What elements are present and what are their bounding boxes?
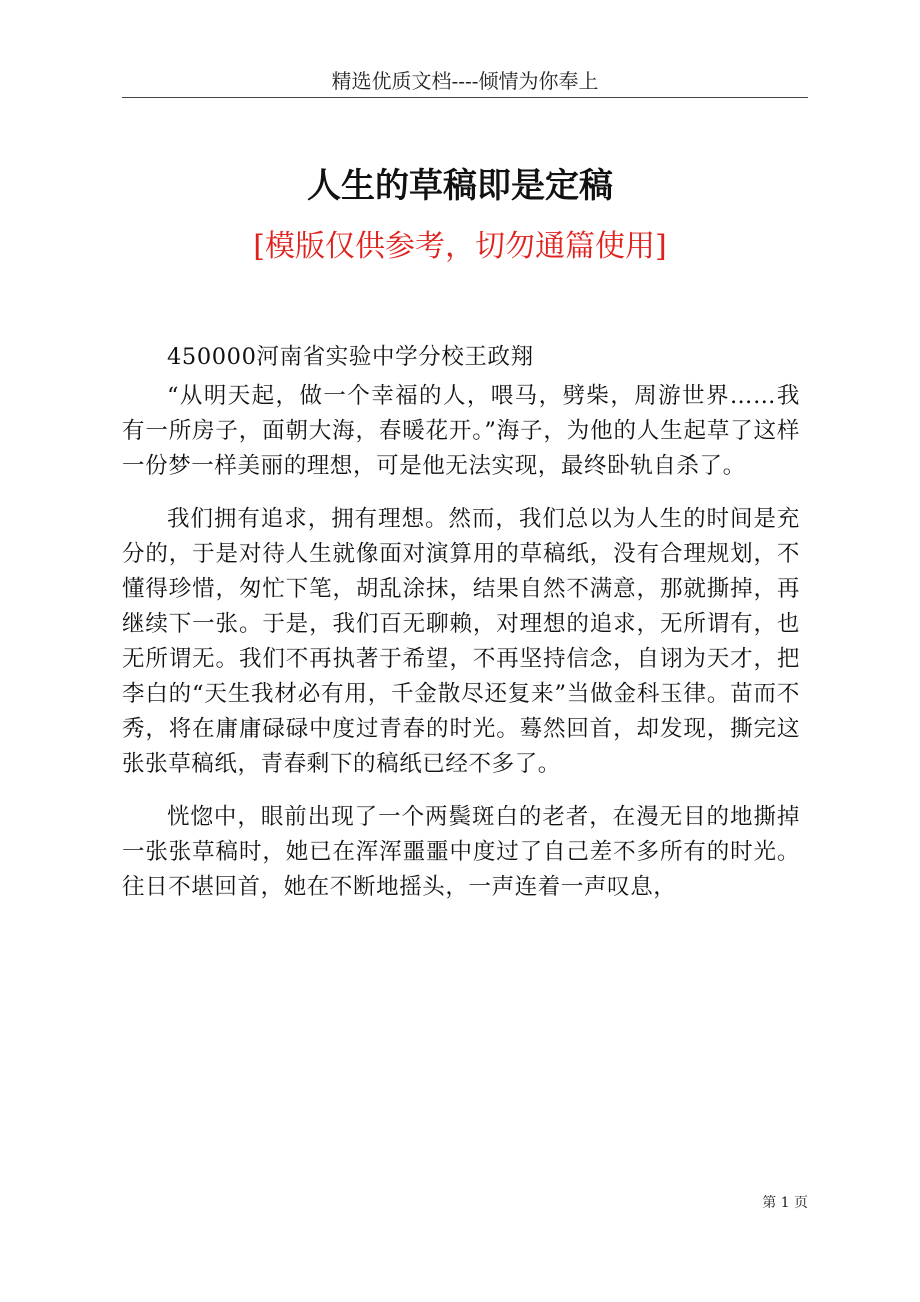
document-subtitle: [模版仅供参考，切勿通篇使用] bbox=[253, 229, 667, 264]
document-title: 人生的草稿即是定稿 bbox=[307, 166, 613, 206]
body-paragraph-3: 恍惚中，眼前出现了一个两鬓斑白的老者，在漫无目的地撕掉一张张草稿时，她已在浑浑噩噩中度过了自己差不多所有的时光。往日不堪回首，她在不断地摇头，一声连着一声叹息， bbox=[122, 804, 800, 900]
document-body bbox=[122, 340, 800, 905]
author-line: 450000河南省实验中学分校王政翔 bbox=[167, 344, 534, 370]
page-number: 第 1 页 bbox=[762, 1195, 808, 1211]
body-paragraph-1: “从明天起，做一个幸福的人，喂马，劈柴，周游世界……我有一所房子，面朝大海，春暖花开。”海子，为他的人生起草了这样一份梦一样美丽的理想，可是他无法实现，最终卧轨自杀了。 bbox=[122, 383, 800, 479]
body-paragraph-2: 我们拥有追求，拥有理想。然而，我们总以为人生的时间是充分的，于是对待人生就像面对演算用的草稿纸，没有合理规划，不懂得珍惜，匆忙下笔，胡乱涂抹，结果自然不满意，那就撕掉，再继续下一张。于是，我们百无聊赖，对理想的追求，无所谓有，也无所谓无。我们不再执著于希望，不再坚持信念，自诩为天才，把李白的“天生我材必有用，千金散尽还复来”当做金科玉律。苗而不秀，将在庸庸碌碌中度过青春的时光。蓦然回首，却发现，撕完这张张草稿纸，青春剩下的稿纸已经不多了。 bbox=[122, 506, 800, 777]
page-header: 精选优质文档----倾情为你奉上 bbox=[331, 69, 599, 93]
header-divider bbox=[122, 97, 808, 98]
